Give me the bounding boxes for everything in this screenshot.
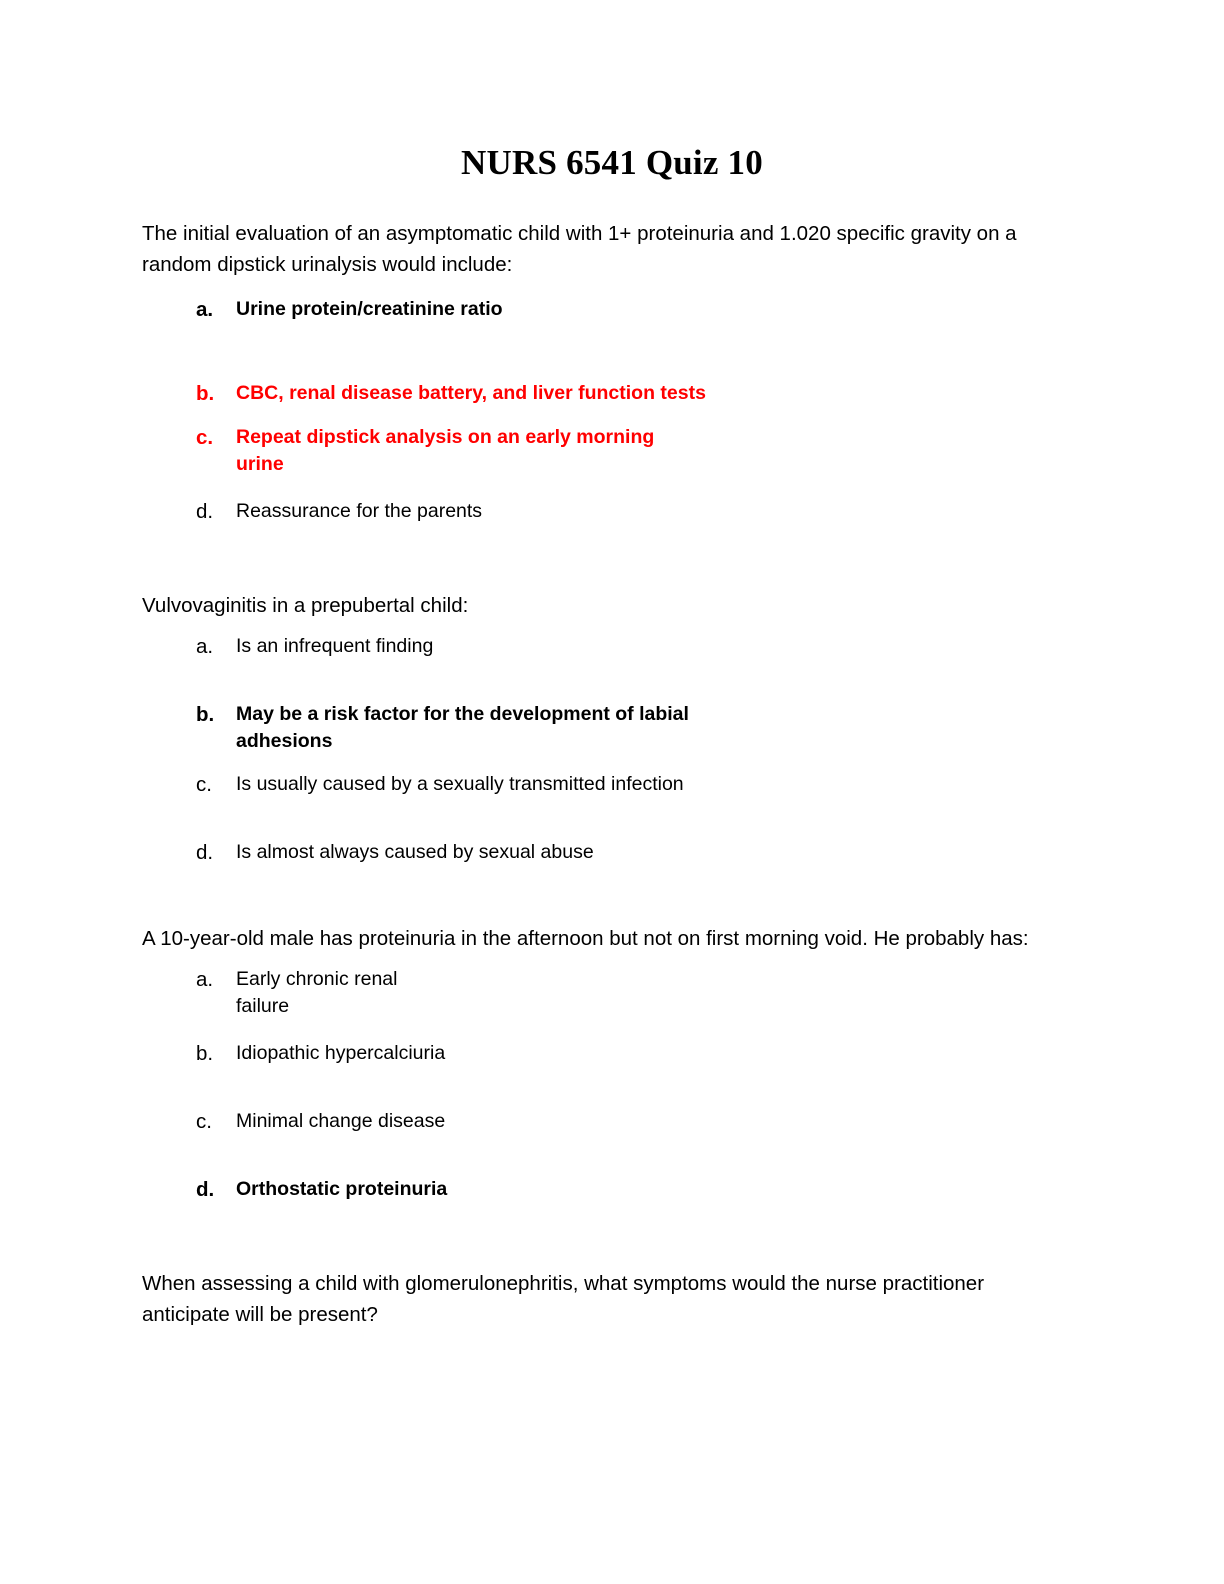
option-text: May be a risk factor for the development of labial adhesions [236,703,689,752]
option-text: Orthostatic proteinuria [236,1178,448,1200]
option-letter: d. [196,1178,215,1201]
option-text: Urine protein/creatinine ratio [236,298,503,320]
option-row[interactable] [142,1108,1062,1136]
answer-options [142,966,1062,1204]
option-row[interactable] [142,1176,1062,1204]
question-block-4 [142,1268,1062,1330]
option-row[interactable] [142,498,1062,526]
option-row[interactable] [142,633,1062,661]
option-row[interactable] [142,424,1062,478]
option-row[interactable] [142,1040,1062,1068]
option-row[interactable] [142,701,1062,755]
option-row[interactable] [142,296,1062,324]
question-block-1 [142,218,1062,526]
option-letter: d. [196,841,214,864]
option-row[interactable] [142,839,1062,867]
question-stem: Vulvovaginitis in a prepubertal child: [142,594,469,617]
option-letter: a. [196,298,214,321]
option-text: Is an infrequent finding [236,635,434,657]
option-row[interactable] [142,771,1062,799]
question-stem: A 10-year-old male has proteinuria in the afternoon but not on first morning void. He probably has: [142,927,1029,950]
question-stem: When assessing a child with glomerulonephritis, what symptoms would the nurse practitioner anticipate will be present? [142,1272,985,1326]
option-text: Minimal change disease [236,1110,446,1132]
answer-options [142,296,1062,526]
option-row[interactable] [142,380,1062,408]
option-text: Repeat dipstick analysis on an early morning urine [236,426,655,475]
option-letter: b. [196,1042,214,1065]
option-text: Idiopathic hypercalciuria [236,1042,446,1064]
page-title: NURS 6541 Quiz 10 [461,143,763,182]
answer-options [142,633,1062,867]
option-text: Is almost always caused by sexual abuse [236,841,594,863]
option-text: Reassurance for the parents [236,500,483,522]
option-letter: d. [196,500,214,523]
option-letter: c. [196,1110,212,1133]
option-letter: a. [196,635,214,658]
document-body [142,218,1062,1330]
option-text: CBC, renal disease battery, and liver function tests [236,382,706,404]
option-text: Is usually caused by a sexually transmitted infection [236,773,684,795]
question-block-3 [142,923,1062,1204]
option-row[interactable] [142,966,1062,1020]
option-letter: c. [196,426,214,449]
option-letter: b. [196,703,215,726]
question-block-2 [142,590,1062,867]
option-letter: b. [196,382,215,405]
question-stem: The initial evaluation of an asymptomatic child with 1+ proteinuria and 1.020 specific gravity on a random dipstick urinalysis would include: [142,222,1017,276]
option-letter: c. [196,773,212,796]
option-text: Early chronic renal failure [236,968,398,1017]
option-letter: a. [196,968,214,991]
